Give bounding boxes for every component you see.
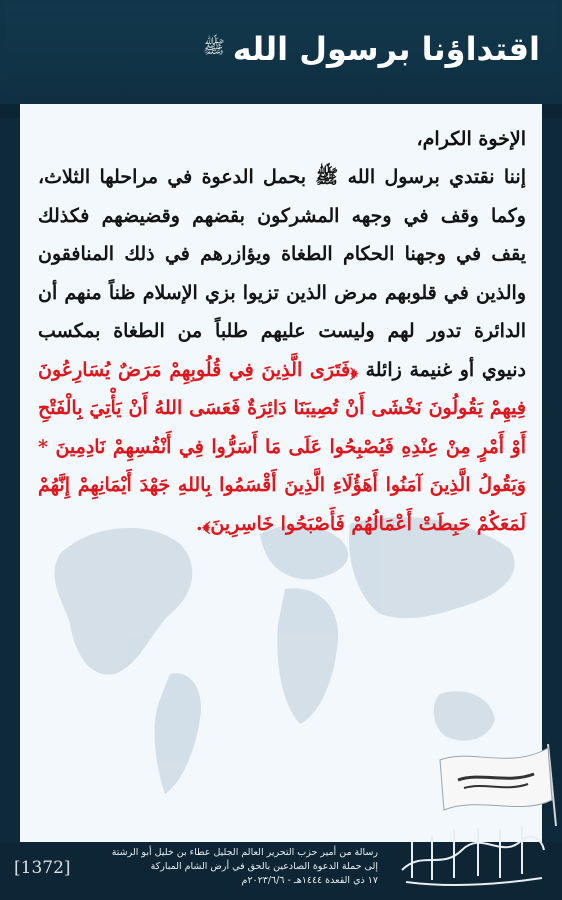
page-title bbox=[203, 14, 540, 84]
body-text bbox=[38, 120, 526, 543]
title-text: اقتداؤنا برسول الله bbox=[232, 30, 540, 68]
footer-credits bbox=[110, 846, 378, 888]
calligraphy-signature-icon bbox=[392, 800, 552, 890]
quran-verse: ﴿فَتَرَى الَّذِينَ فِي قُلُوبِهِمْ مَرَضٌ يُسَارِعُونَ فِيهِمْ يَقُولُونَ نَخْشَى أَنْ تُصِيبَنَا دَائِرَةٌ فَعَسَى اللهُ أَنْ يَأْتِيَ بِالْفَتْحِ أَوْ أَمْرٍ مِنْ عِنْدِهِ فَيُصْبِحُوا عَلَى مَا أَسَرُّوا فِي أَنْفُسِهِمْ نَادِمِينَ * وَيَقُولُ الَّذِينَ آمَنُوا أَهَؤُلَاءِ الَّذِينَ أَقْسَمُوا بِاللهِ جَهْدَ أَيْمَانِهِمْ إِنَّهُمْ لَمَعَكُمْ حَبِطَتْ أَعْمَالُهُمْ فَأَصْبَحُوا خَاسِرِينَ﴾. bbox=[38, 358, 526, 535]
header bbox=[0, 0, 562, 118]
credit-line-2: إلى حملة الدعوة الصادعين بالحق في أرض الشام المباركة bbox=[150, 861, 378, 872]
salawat-glyph: ﷺ bbox=[202, 37, 225, 58]
greeting: الإخوة الكرام، bbox=[416, 128, 526, 150]
content-panel bbox=[20, 104, 542, 842]
page-number: [1372] bbox=[14, 858, 71, 878]
message-text: إننا نقتدي برسول الله ﷺ بحمل الدعوة في مراحلها الثلاث، وكما وقف في وجهه المشركون بقضهم وقضيضهم فكذلك يقف في وجهنا الحكام الطغاة ويؤازرهم في ذلك المنافقون والذين في قلوبهم مرض الذين تزيوا بزي الإسلام ظناً منهم أن الدائرة تدور لهم وليست عليهم طلباً من الطغاة بمكسب دنيوي أو غنيمة زائلة bbox=[38, 166, 526, 381]
credit-line-3: ١٧ ذي القعدة ١٤٤٤هـ - ٢٠٢٣/٦/٦م bbox=[241, 875, 378, 886]
message-paragraph bbox=[38, 158, 526, 543]
credit-line-1: رسالة من أمير حزب التحرير العالم الجليل عطاء بن خليل أبو الرشتة bbox=[111, 847, 378, 858]
